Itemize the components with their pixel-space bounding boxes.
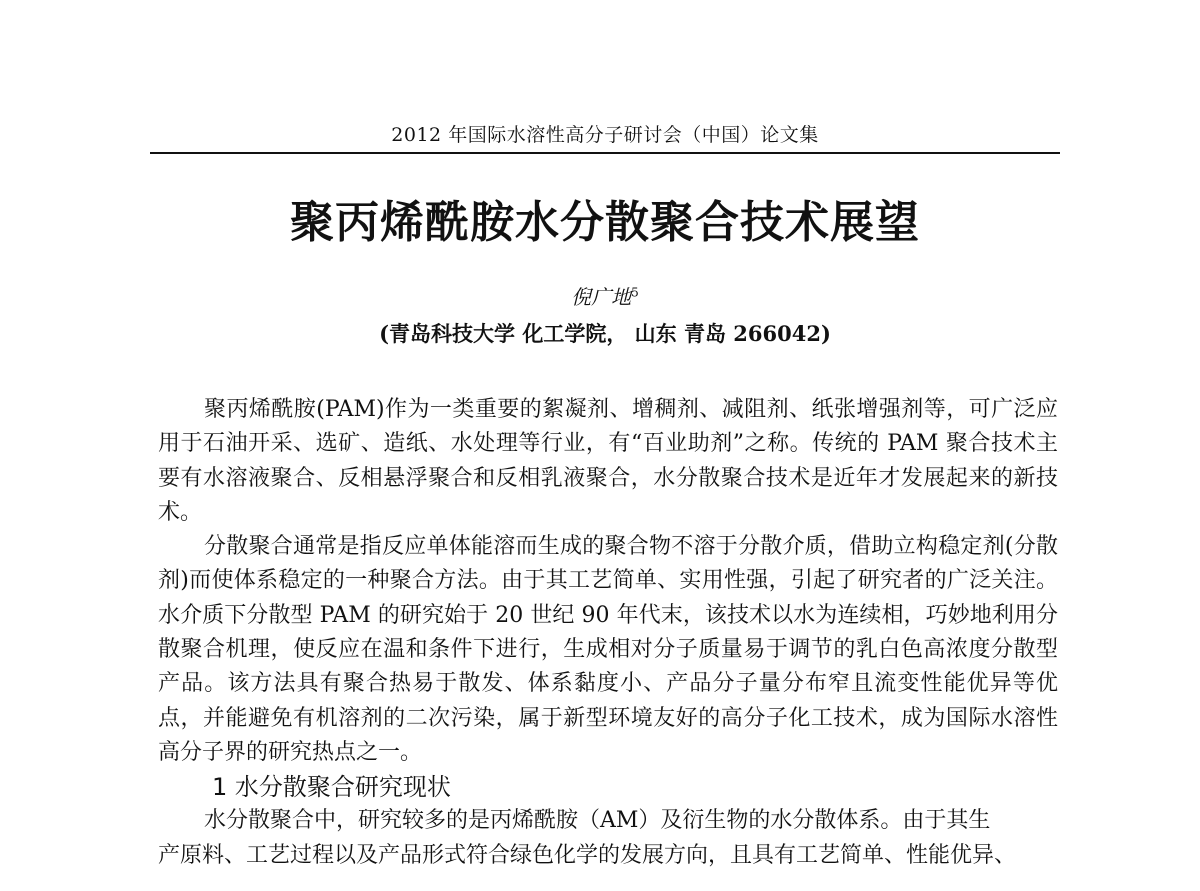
paragraph-status: 水分散聚合中，研究较多的是丙烯酰胺（AM）及衍生物的水分散体系。由于其生 — [204, 808, 991, 834]
author-affiliation: (青岛科技大学 化工学院， 山东 青岛 266042) — [379, 321, 831, 346]
running-header: 2012 年国际水溶性高分子研讨会（中国）论文集 — [391, 124, 819, 146]
paragraph-status-continued: 产原料、工艺过程以及产品形式符合绿色化学的发展方向，且具有工艺简单、性能优异、 — [158, 842, 1017, 868]
paper-title: 聚丙烯酰胺水分散聚合技术展望 — [290, 197, 920, 248]
author-name: 倪广地 — [571, 285, 632, 309]
header-rule — [150, 152, 1060, 154]
paragraph-intro: 聚丙烯酰胺(PAM)作为一类重要的絮凝剂、增稠剂、减阻剂、纸张增强剂等，可广泛应用于石油开采、选矿、造纸、水处理等行业，有“百业助剂”之称。传统的 PAM 聚合技术主要有水溶液聚合、反相悬浮聚合和反相乳液聚合，水分散聚合技术是近年才发展起来的新技术。 — [158, 397, 1058, 525]
body-text — [158, 393, 1058, 873]
section-heading: 1 水分散聚合研究现状 — [212, 773, 451, 802]
author-line — [150, 281, 1060, 310]
author-footnote-mark: 5 — [631, 285, 639, 300]
paragraph-dispersion: 分散聚合通常是指反应单体能溶而生成的聚合物不溶于分散介质，借助立构稳定剂(分散剂)而使体系稳定的一种聚合方法。由于其工艺简单、实用性强，引起了研究者的广泛关注。水介质下分散型 PAM 的研究始于 20 世纪 90 年代末，该技术以水为连续相，巧妙地利用分散聚合机理，使反应在温和条件下进行，生成相对分子质量易于调节的乳白色高浓度分散型产品。该方法具有聚合热易于散发、体系黏度小、产品分子量分布窄且流变性能优异等优点，并能避免有机溶剂的二次污染，属于新型环境友好的高分子化工技术，成为国际水溶性高分子界的研究热点之一。 — [158, 534, 1058, 765]
